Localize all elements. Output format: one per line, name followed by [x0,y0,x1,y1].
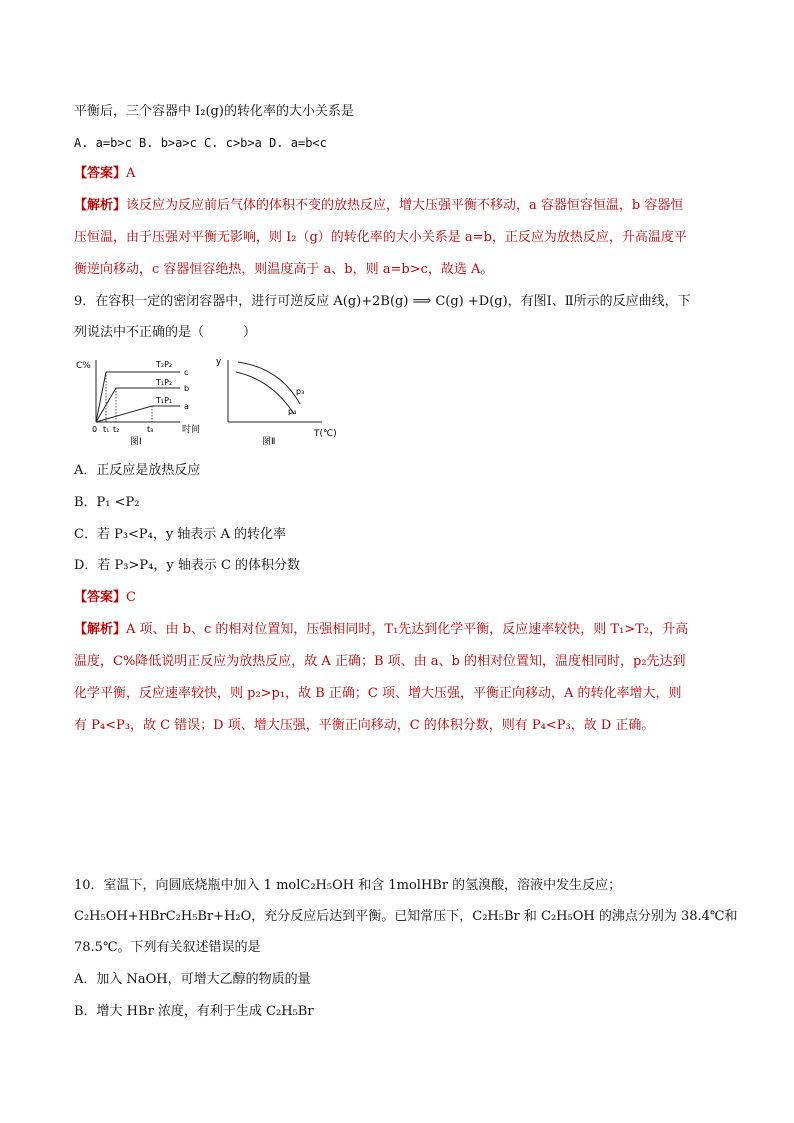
fig1-label-c: c [184,368,189,377]
fig1-xlabel: 时间 [182,425,201,435]
analysis-label: 【解析】 [74,198,127,213]
q9-option-d: D．若 P₃>P₄，y 轴表示 C 的体积分数 [74,558,301,573]
answer-value: A [126,166,136,181]
fig1-tick-t2: t₂ [113,425,120,434]
q8-options: A. a=b>c B. b>a>c C. c>b>a D. a=b<c [74,136,327,150]
q8-analysis-line-3: 衡逆向移动，c 容器恒容绝热，则温度高于 a、b，则 a=b>c，故选 A。 [74,262,494,277]
q9-stem-line-1: 9．在容积一定的密闭容器中，进行可逆反应 A(g)+2B(g) ⟹ C(g) +D(g)，有图Ⅰ、Ⅱ所示的反应曲线，下 [74,294,691,309]
q9-option-b: B．P₁ <P₂ [74,495,140,510]
q10-line-3: 78.5℃。下列有关叙述错误的是 [74,940,261,955]
q9-analysis-line-2: 温度，C%降低说明正反应为放热反应，故 A 正确；B 项、由 a、b 的相对位置知，温度相同时，p₂先达到 [74,654,686,669]
q9-stem-line-2: 列说法中不正确的是（ ） [74,325,257,340]
fig2-label-p4: p₄ [288,407,297,416]
q9-option-a: A．正反应是放热反应 [74,463,201,478]
figure-1 [72,352,212,448]
fig2-caption: 图Ⅱ [262,437,276,447]
fig1-label-b: b [184,384,190,393]
fig2-curve-p4 [236,372,297,416]
q8-stem: 平衡后，三个容器中 I₂(g)的转化率的大小关系是 [74,104,354,119]
q8-analysis-line-2: 压恒温，由于压强对平衡无影响，则 I₂（g）的转化率的大小关系是 a=b，正反应为放热反应，升高温度平 [74,230,687,245]
fig1-curve-b [96,388,180,422]
answer-value: C [126,590,136,605]
fig1-tick-t1: t₁ [103,425,110,434]
fig2-label-p3: p₃ [296,387,305,396]
q10-line-2: C₂H₅OH+HBrC₂H₅Br+H₂O，充分反应后达到平衡。已知常压下，C₂H₅Br 和 C₂H₅OH 的沸点分别为 38.4℃和 [74,909,738,924]
analysis-text: 该反应为反应前后气体的体积不变的放热反应，增大压强平衡不移动，a 容器恒容恒温，b 容器恒 [126,198,684,213]
fig1-label-t1p2: T₁P₂ [156,378,173,387]
q9-analysis-line-4: 有 P₄<P₃，故 C 错误；D 项、增大压强，平衡正向移动，C 的体积分数，则有 P₄<P₃，故 D 正确。 [74,718,655,733]
q9-option-c: C．若 P₃<P₄，y 轴表示 A 的转化率 [74,527,287,542]
fig1-ylabel: C% [76,361,91,371]
answer-label: 【答案】 [74,590,127,605]
fig1-label-t2p2: T₂P₂ [156,360,173,369]
fig1-curve-a [96,406,180,422]
fig1-label-a: a [184,402,189,411]
fig1-tick-t3: t₃ [147,425,154,434]
q10-option-b: B．增大 HBr 浓度，有利于生成 C₂H₅Br [74,1004,314,1019]
q9-analysis-line-3: 化学平衡，反应速率较快，则 p₂>p₁，故 B 正确；C 项、增大压强，平衡正向移动，A 的转化率增大，则 [74,686,682,701]
analysis-text: A 项、由 b、c 的相对位置知，压强相同时，T₁先达到化学平衡，反应速率较快，则 T₁>T₂，升高 [126,622,689,637]
q8-answer [74,165,135,183]
fig1-label-t1p1: T₁P₁ [156,396,173,405]
fig1-caption: 图Ⅰ [130,437,142,447]
q10-line-1: 10．室温下，向圆底烧瓶中加入 1 molC₂H₅OH 和含 1molHBr 的氢溴酸，溶液中发生反应； [74,878,622,893]
q9-answer [74,589,136,607]
fig1-origin: 0 [92,425,98,434]
q10-option-a: A．加入 NaOH，可增大乙醇的物质的量 [74,972,311,987]
q9-analysis-line-1 [74,621,688,639]
fig2-curve-p3 [238,362,300,404]
q8-analysis-line-1 [74,197,683,215]
fig2-ylabel: y [216,357,222,367]
analysis-label: 【解析】 [74,622,127,637]
fig2-xlabel: T(℃) [314,429,337,439]
answer-label: 【答案】 [74,166,127,181]
figure-2 [210,352,350,448]
